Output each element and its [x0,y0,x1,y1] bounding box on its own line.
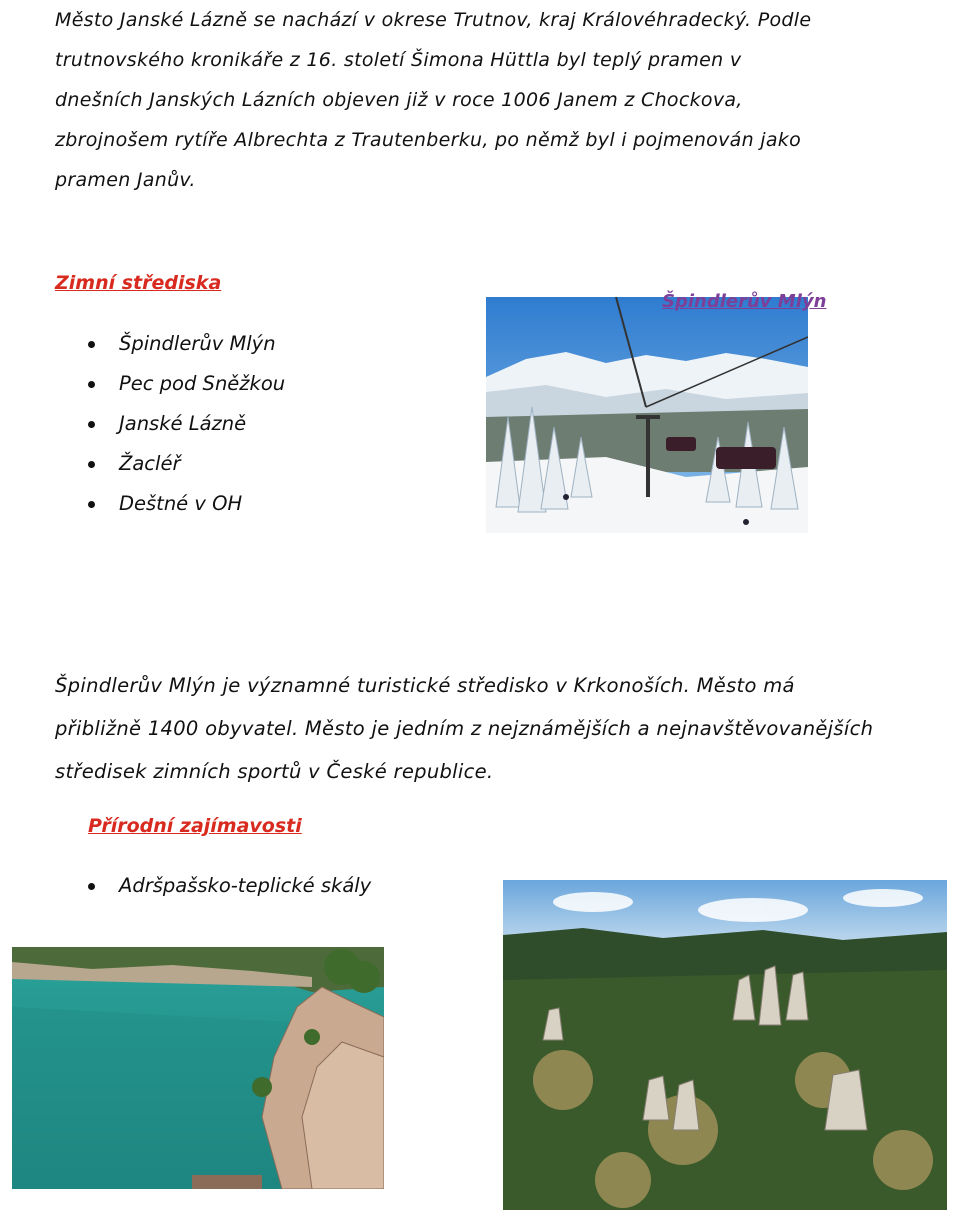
photo-caption: Špindlerův Mlýn [662,291,827,312]
lake-photo [12,947,384,1189]
list-item-label: Pec pod Sněžkou [119,372,286,395]
rock-town-photo [503,880,947,1210]
intro-line: trutnovského kronikáře z 16. století Šimona Hüttla byl teplý pramen v [55,49,742,71]
list-item [88,484,285,524]
intro-line: dnešních Janských Lázních objeven již v roce 1006 Janem z Chockova, [55,89,743,111]
intro-paragraph [55,0,811,200]
list-item-label: Janské Lázně [119,412,247,435]
bullet-icon [88,883,95,890]
nature-attractions-heading: Přírodní zajímavosti [88,815,302,837]
paragraph-line: přibližně 1400 obyvatel. Město je jedním z nejznámějších a nejnavštěvovanějších [55,717,874,740]
intro-line: Město Janské Lázně se nachází v okrese Trutnov, kraj Královéhradecký. Podle [55,9,812,31]
intro-line: pramen Janův. [55,169,196,191]
paragraph-line: středisek zimních sportů v České republice. [55,760,494,783]
bullet-icon [88,381,95,388]
list-item-label: Deštné v OH [119,492,243,515]
list-item [88,364,285,404]
list-item-label: Špindlerův Mlýn [119,332,276,355]
list-item [88,404,285,444]
winter-resorts-list [88,324,285,524]
nature-attractions-list [88,866,371,906]
winter-resorts-heading: Zimní střediska [55,272,222,294]
ski-resort-photo [486,297,808,533]
list-item [88,444,285,484]
list-item-label: Žacléř [119,452,181,475]
spindleruv-mlyn-paragraph [55,664,873,793]
bullet-icon [88,461,95,468]
list-item [88,866,371,906]
paragraph-line: Špindlerův Mlýn je významné turistické středisko v Krkonoších. Město má [55,674,795,697]
list-item [88,324,285,364]
bullet-icon [88,501,95,508]
list-item-label: Adršpašsko-teplické skály [119,874,372,897]
intro-line: zbrojnošem rytíře Albrechta z Trautenberku, po němž byl i pojmenován jako [55,129,802,151]
bullet-icon [88,421,95,428]
bullet-icon [88,341,95,348]
